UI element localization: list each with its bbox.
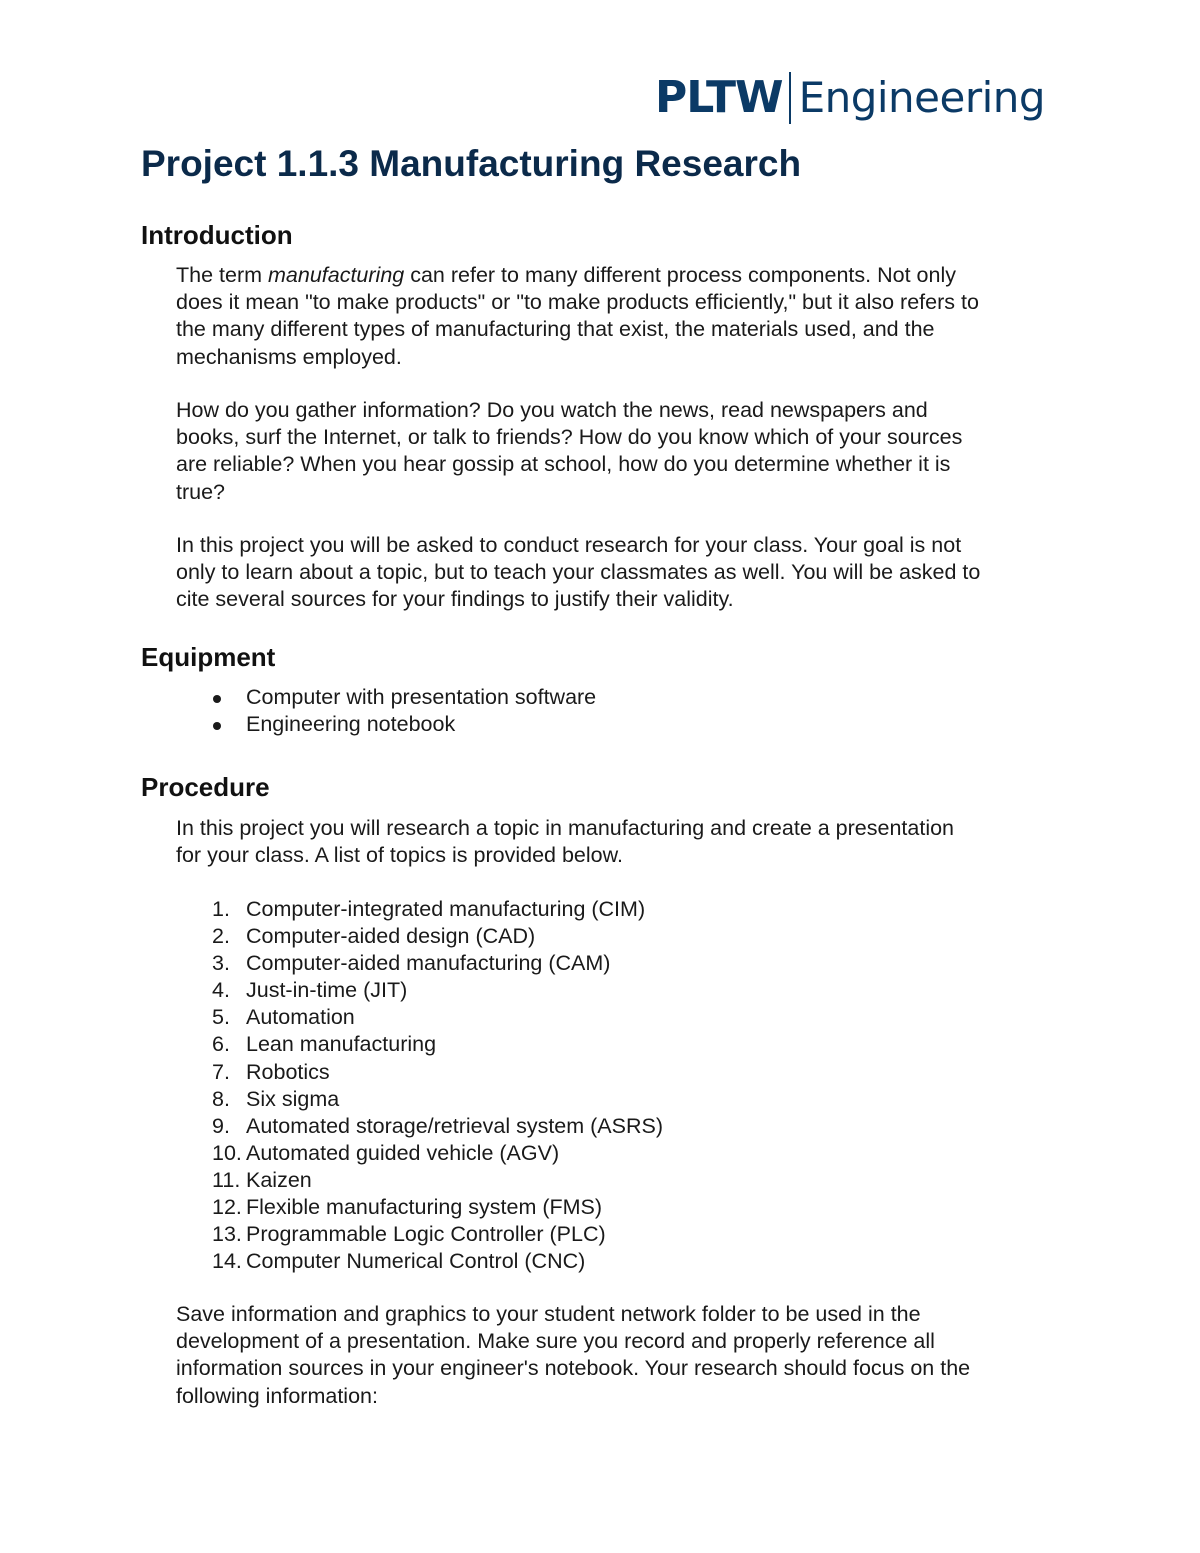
list-item-number: 5. [212,1005,230,1030]
procedure-intro-line-2: for your class. A list of topics is provided below. [176,843,623,868]
procedure-closing [176,1301,1076,1410]
page-title: Project 1.1.3 Manufacturing Research [141,143,802,184]
list-item-number: 11. [212,1167,241,1192]
bullet-icon [213,722,221,730]
intro-p2-line-3: are reliable? When you hear gossip at school, how do you determine whether it is [176,452,951,477]
list-item [176,1194,663,1221]
topics-list [176,896,663,1275]
list-item [176,1059,663,1086]
procedure-intro-line-1: In this project you will research a topic in manufacturing and create a presentation [176,816,955,840]
list-item-text: Automated guided vehicle (AGV) [246,1140,560,1165]
list-item [176,1221,663,1248]
intro-p3-line-3: cite several sources for your findings to justify their validity. [176,587,734,612]
bullet-icon [213,695,221,703]
list-item [176,1004,663,1031]
list-item-text: Computer Numerical Control (CNC) [246,1249,586,1274]
intro-paragraph-3 [176,532,1076,614]
logo-divider [789,72,791,124]
list-item-text: Automated storage/retrieval system (ASRS) [246,1113,664,1138]
list-item-number: 3. [212,951,230,976]
list-item-number: 6. [212,1032,230,1057]
list-item [176,1248,663,1275]
procedure-heading: Procedure [141,772,270,802]
intro-p1-line-4: mechanisms employed. [176,344,402,369]
list-item-number: 12. [212,1195,242,1220]
list-item-number: 14. [212,1249,242,1274]
intro-p1-line-3: the many different types of manufacturing that exist, the materials used, and the [176,317,935,342]
list-item-number: 7. [212,1059,230,1084]
list-item-number: 1. [212,897,230,921]
intro-p1-line-1: The term manufacturing can refer to many different process components. Not only [176,263,956,287]
intro-p2-line-2: books, surf the Internet, or talk to friends? How do you know which of your sources [176,425,963,450]
list-item [176,1113,663,1140]
list-item [176,977,663,1004]
closing-line-1: Save information and graphics to your student network folder to be used in the [176,1302,921,1326]
intro-p3-line-1: In this project you will be asked to conduct research for your class. Your goal is not [176,533,962,557]
list-item [176,950,663,977]
intro-p2-line-4: true? [176,479,226,504]
intro-p1-line-2: does it mean "to make products" or "to make products efficiently," but it also refers to [176,290,979,315]
logo-division: Engineering [798,73,1046,122]
logo-brand: PLTW [655,72,783,123]
list-item [176,896,663,923]
list-item-number: 2. [212,924,230,949]
list-item-number: 4. [212,978,230,1003]
equipment-list [176,684,596,738]
list-item-text: Lean manufacturing [246,1032,437,1057]
list-item [176,923,663,950]
list-item-number: 10. [212,1140,242,1165]
list-item-text: Automation [246,1005,355,1030]
list-item-text: Six sigma [246,1086,340,1111]
list-item-number: 13. [212,1222,242,1247]
procedure-intro [176,815,1076,869]
list-item-text: Kaizen [246,1167,312,1192]
list-item-text: Computer-integrated manufacturing (CIM) [246,897,646,921]
list-item-text: Robotics [246,1059,330,1084]
list-item [176,1167,663,1194]
list-item-number: 9. [212,1113,230,1138]
intro-p2-line-1: How do you gather information? Do you watch the news, read newspapers and [176,398,928,422]
closing-line-3: information sources in your engineer's notebook. Your research should focus on the [176,1356,971,1381]
intro-p3-line-2: only to learn about a topic, but to teach your classmates as well. You will be asked to [176,560,981,585]
list-item-text: Computer-aided manufacturing (CAM) [246,951,611,976]
introduction-heading: Introduction [141,220,293,250]
list-item [176,1086,663,1113]
intro-paragraph-1 [176,262,1076,371]
intro-paragraph-2 [176,397,1076,506]
list-item-text: Programmable Logic Controller (PLC) [246,1222,606,1247]
list-item: Computer with presentation software [176,684,596,711]
equipment-heading: Equipment [141,642,276,672]
list-item-number: 8. [212,1086,230,1111]
list-item-text: Flexible manufacturing system (FMS) [246,1195,603,1220]
list-item-text: Just-in-time (JIT) [246,978,408,1003]
list-item [176,1140,663,1167]
emphasis-manufacturing: manufacturing [268,263,405,287]
list-item-text: Computer-aided design (CAD) [246,924,536,949]
pltw-engineering-logo [655,70,1045,126]
closing-line-2: development of a presentation. Make sure you record and properly reference all [176,1329,935,1354]
list-item: Engineering notebook [176,711,596,738]
list-item [176,1031,663,1058]
closing-line-4: following information: [176,1383,378,1408]
